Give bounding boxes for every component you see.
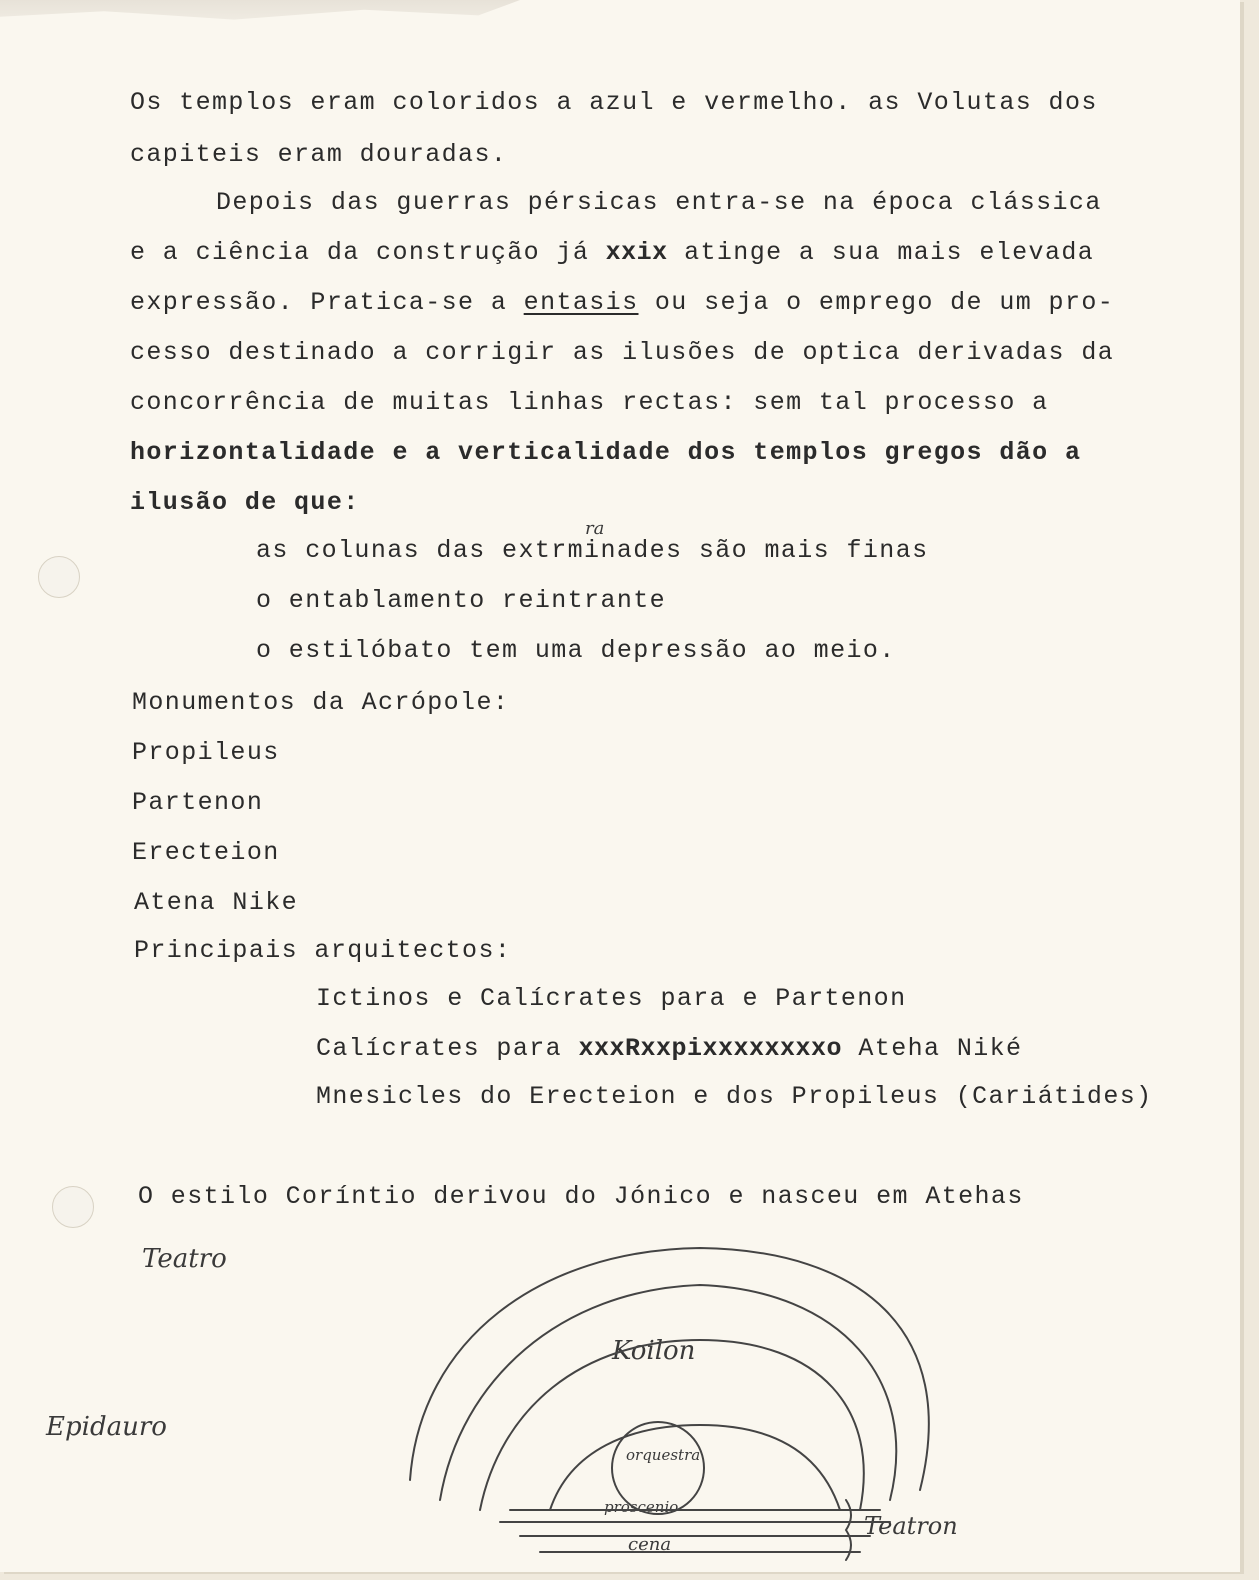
handwritten-proscenio: proscenio	[604, 1498, 679, 1516]
punch-hole	[52, 1186, 94, 1228]
torn-edge	[0, 0, 520, 28]
text-line-5	[130, 288, 1114, 318]
struck-out-text: xxix	[605, 238, 668, 267]
text-segment: Ateha Niké	[842, 1034, 1023, 1063]
diazoma-arc	[550, 1425, 840, 1510]
handwritten-epidauro: Epidauro	[46, 1412, 167, 1442]
text-line-1: Os templos eram coloridos a azul e vermelho. as Volutas dos	[130, 88, 1098, 117]
outer-koilon-arc	[410, 1248, 929, 1490]
text-line-16: Erecteion	[132, 838, 280, 867]
middle-koilon-arc	[440, 1285, 896, 1500]
handwritten-orquestra: orquestra	[626, 1446, 701, 1464]
text-line-13: Monumentos da Acrópole:	[132, 688, 510, 717]
text-line-9: ilusão de que:	[130, 488, 360, 517]
punch-hole	[38, 556, 80, 598]
text-line-4	[130, 238, 1094, 268]
text-line-18: Principais arquitectos:	[134, 936, 512, 965]
struck-out-text: xxxRxxpixxxxxxxxo	[578, 1034, 842, 1063]
text-segment: atinge a sua mais elevada	[667, 238, 1095, 267]
text-line-10: as colunas das extrminades são mais finas	[256, 536, 929, 565]
text-line-14: Propileus	[132, 738, 280, 767]
text-line-21: Mnesicles do Erecteion e dos Propileus (Cariátides)	[316, 1082, 1153, 1111]
handwritten-koilon: Koilon	[612, 1336, 696, 1366]
text-line-8: horizontalidade e a verticalidade dos templos gregos dão a	[130, 438, 1082, 467]
text-line-7: concorrência de muitas linhas rectas: sem tal processo a	[130, 388, 1049, 417]
text-line-11: o entablamento reintrante	[256, 586, 667, 615]
underlined-term: entasis	[523, 288, 639, 317]
handwritten-cena: cena	[628, 1534, 672, 1555]
text-line-17: Atena Nike	[134, 888, 299, 917]
handwritten-teatro: Teatro	[142, 1244, 227, 1274]
theatre-plan-sketch	[400, 1230, 1000, 1570]
stage-lines	[500, 1522, 890, 1552]
text-line-19: Ictinos e Calícrates para e Partenon	[316, 984, 907, 1013]
text-segment: expressão. Pratica-se a	[130, 288, 524, 317]
text-line-22: O estilo Coríntio derivou do Jónico e nasceu em Atehas	[138, 1182, 1024, 1211]
text-line-20	[316, 1034, 1022, 1064]
text-segment: Calícrates para	[316, 1034, 579, 1063]
text-segment: e a ciência da construção já	[130, 238, 606, 267]
handwritten-teatron: Teatron	[864, 1512, 958, 1540]
text-line-15: Partenon	[132, 788, 264, 817]
orchestra-circle	[612, 1422, 704, 1514]
text-line-6: cesso destinado a corrigir as ilusões de optica derivadas da	[130, 338, 1115, 367]
text-line-2: capiteis eram douradas.	[130, 140, 508, 169]
text-segment: ou seja o emprego de um pro-	[638, 288, 1115, 317]
handwritten-correction: ra	[585, 518, 605, 539]
text-line-12: o estilóbato tem uma depressão ao meio.	[256, 636, 896, 665]
text-line-3: Depois das guerras pérsicas entra-se na época clássica	[216, 188, 1102, 217]
